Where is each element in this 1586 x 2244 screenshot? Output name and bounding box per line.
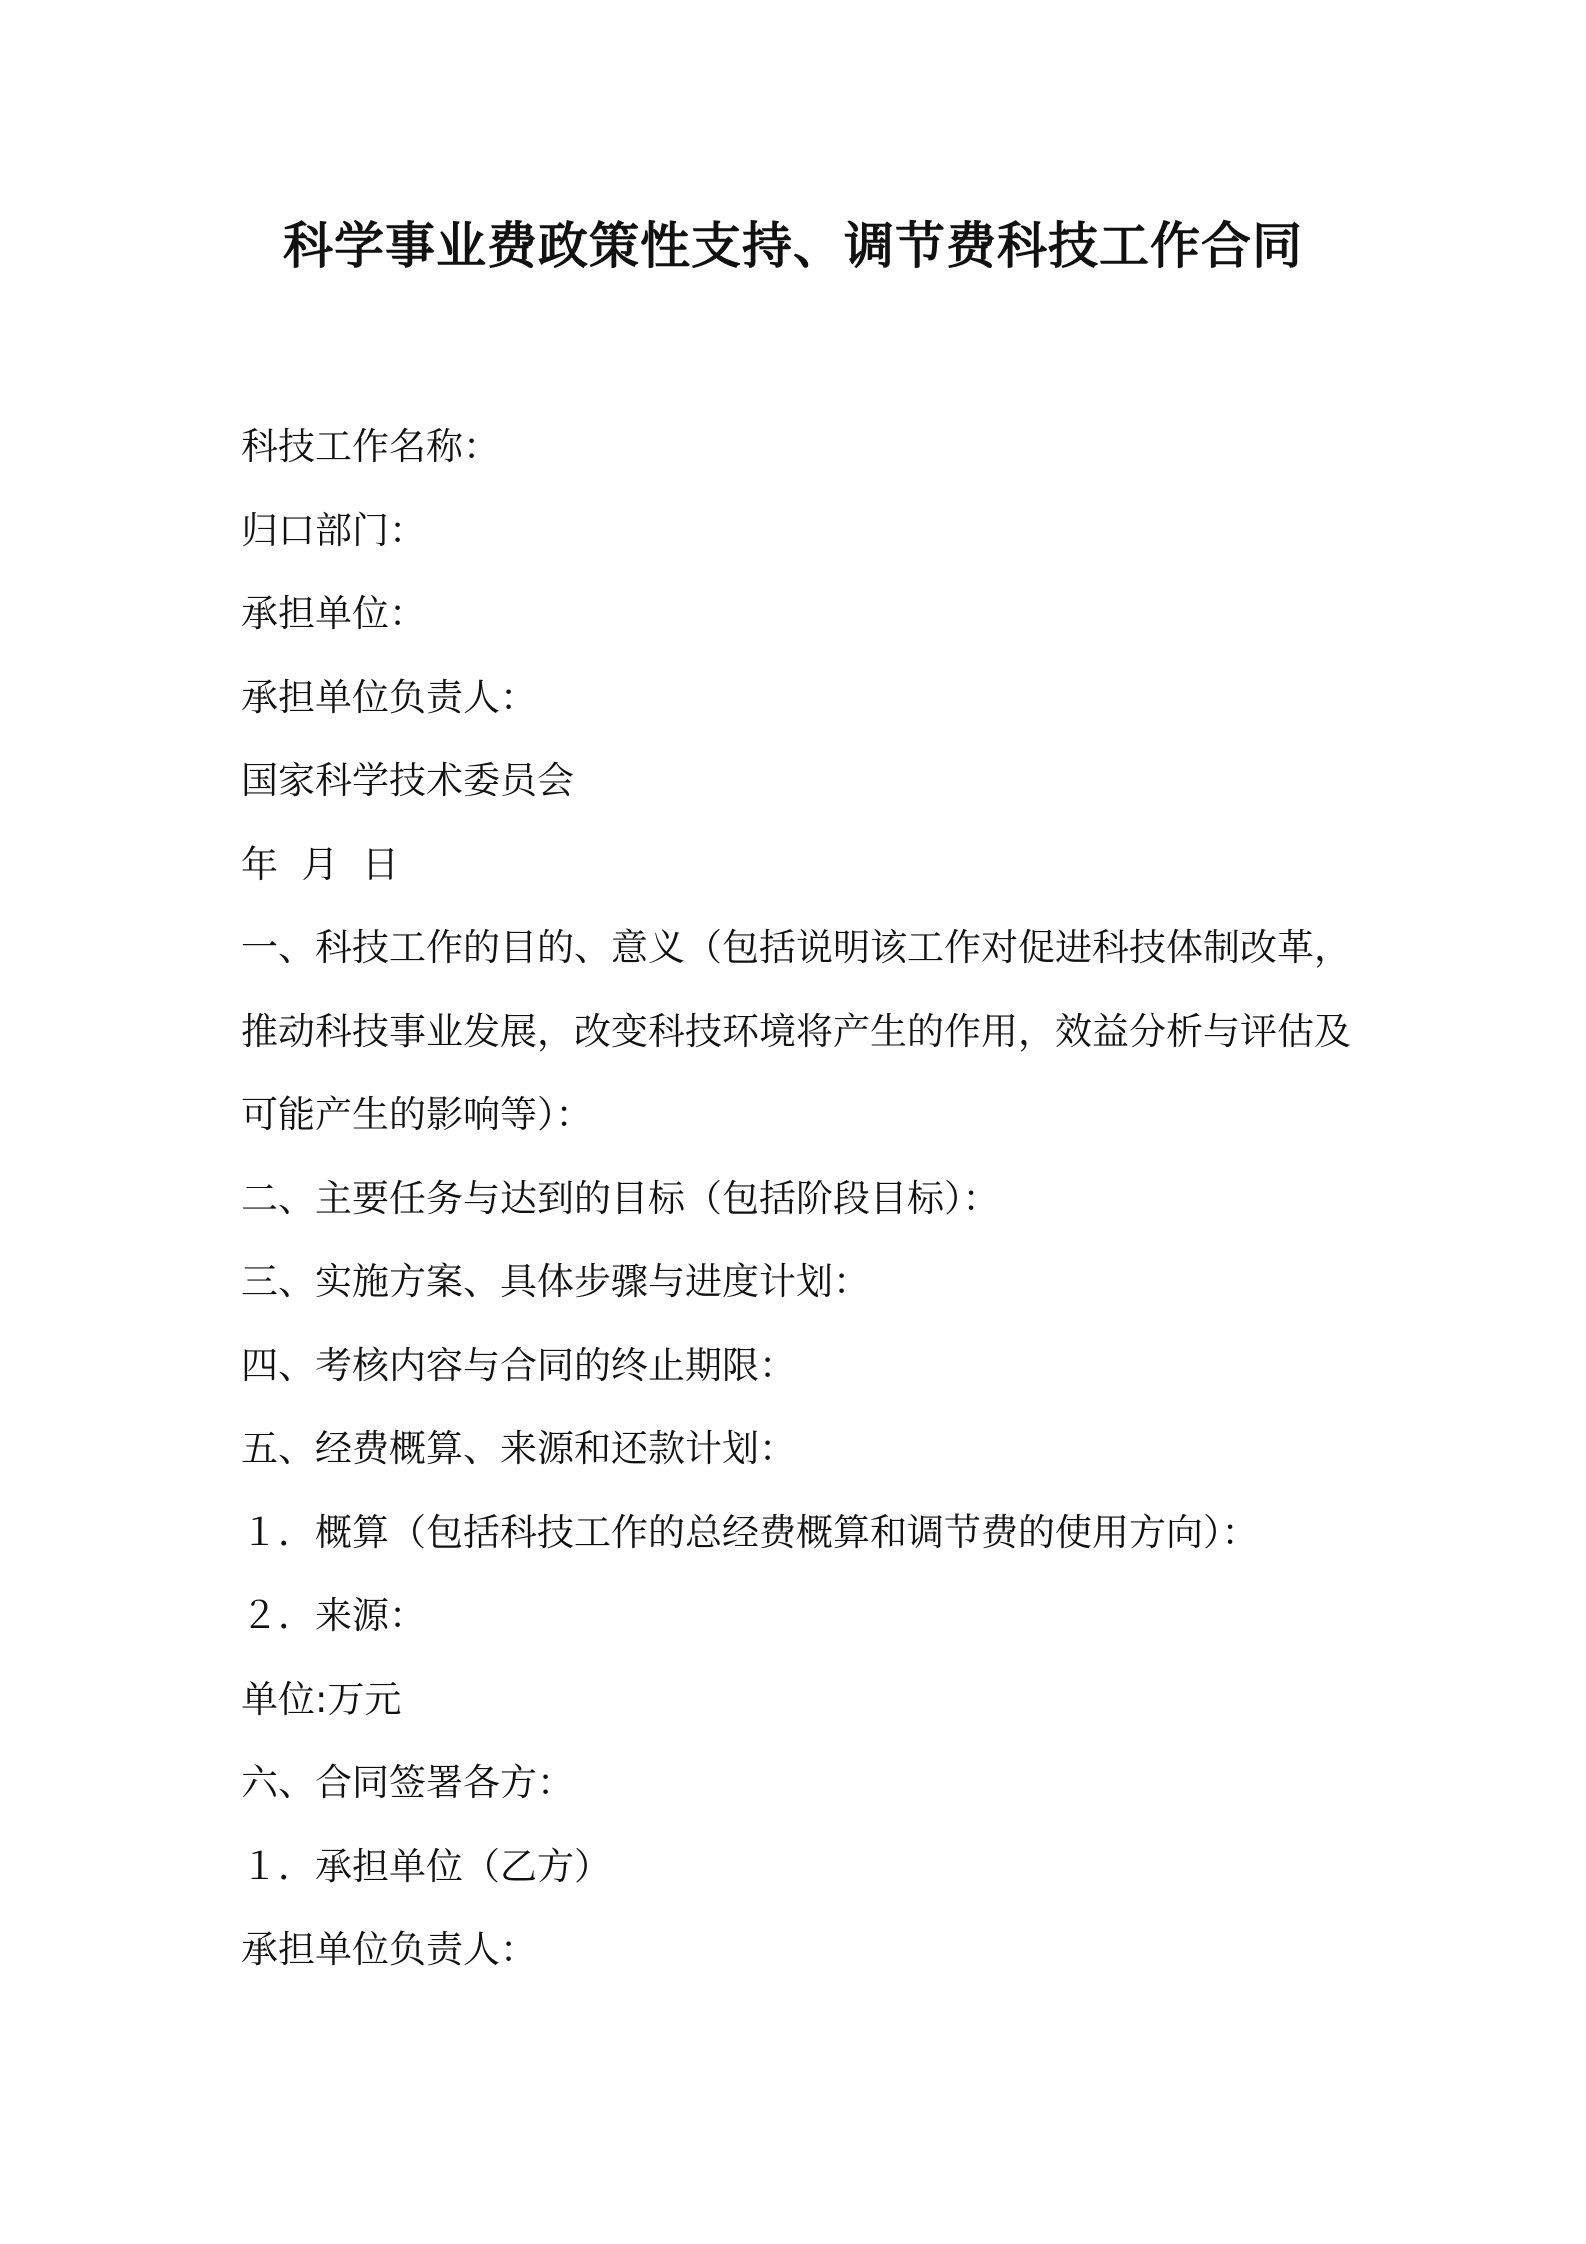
section-1-heading: 一、科技工作的目的、意义（包括说明该工作对促进科技体制改革， [241,926,1351,969]
section-5-item-2: ２．来源： [241,1594,426,1637]
section-4-heading: 四、考核内容与合同的终止期限： [241,1343,796,1387]
field-department: 归口部门： [241,508,426,552]
unit-note: 单位:万元 [241,1677,402,1721]
section-3-heading: 三、实施方案、具体步骤与进度计划： [241,1260,870,1303]
section-2-heading: 二、主要任务与达到的目标（包括阶段目标）： [241,1176,1000,1220]
section-5-item-1: １．概算（包括科技工作的总经费概算和调节费的使用方向）： [241,1510,1259,1554]
date-line: 年 月 日 [241,842,400,886]
issuing-authority: 国家科学技术委员会 [241,759,574,802]
section-6-heading: 六、合同签署各方： [241,1761,574,1804]
document-body [241,405,1371,1992]
field-unit-leader-signature: 承担单位负责人： [241,1928,537,1971]
section-1-continuation: 推动科技事业发展，改变科技环境将产生的作用，效益分析与评估及 [241,1009,1351,1053]
field-undertaking-unit: 承担单位： [241,592,426,635]
section-6-item-1: １．承担单位（乙方） [241,1844,611,1888]
section-1-continuation: 可能产生的影响等）： [241,1093,593,1136]
field-unit-leader: 承担单位负责人： [241,675,537,719]
field-work-name: 科技工作名称： [241,425,500,468]
document-title: 科学事业费政策性支持、调节费科技工作合同 [283,217,1303,275]
section-5-heading: 五、经费概算、来源和还款计划： [241,1427,796,1470]
